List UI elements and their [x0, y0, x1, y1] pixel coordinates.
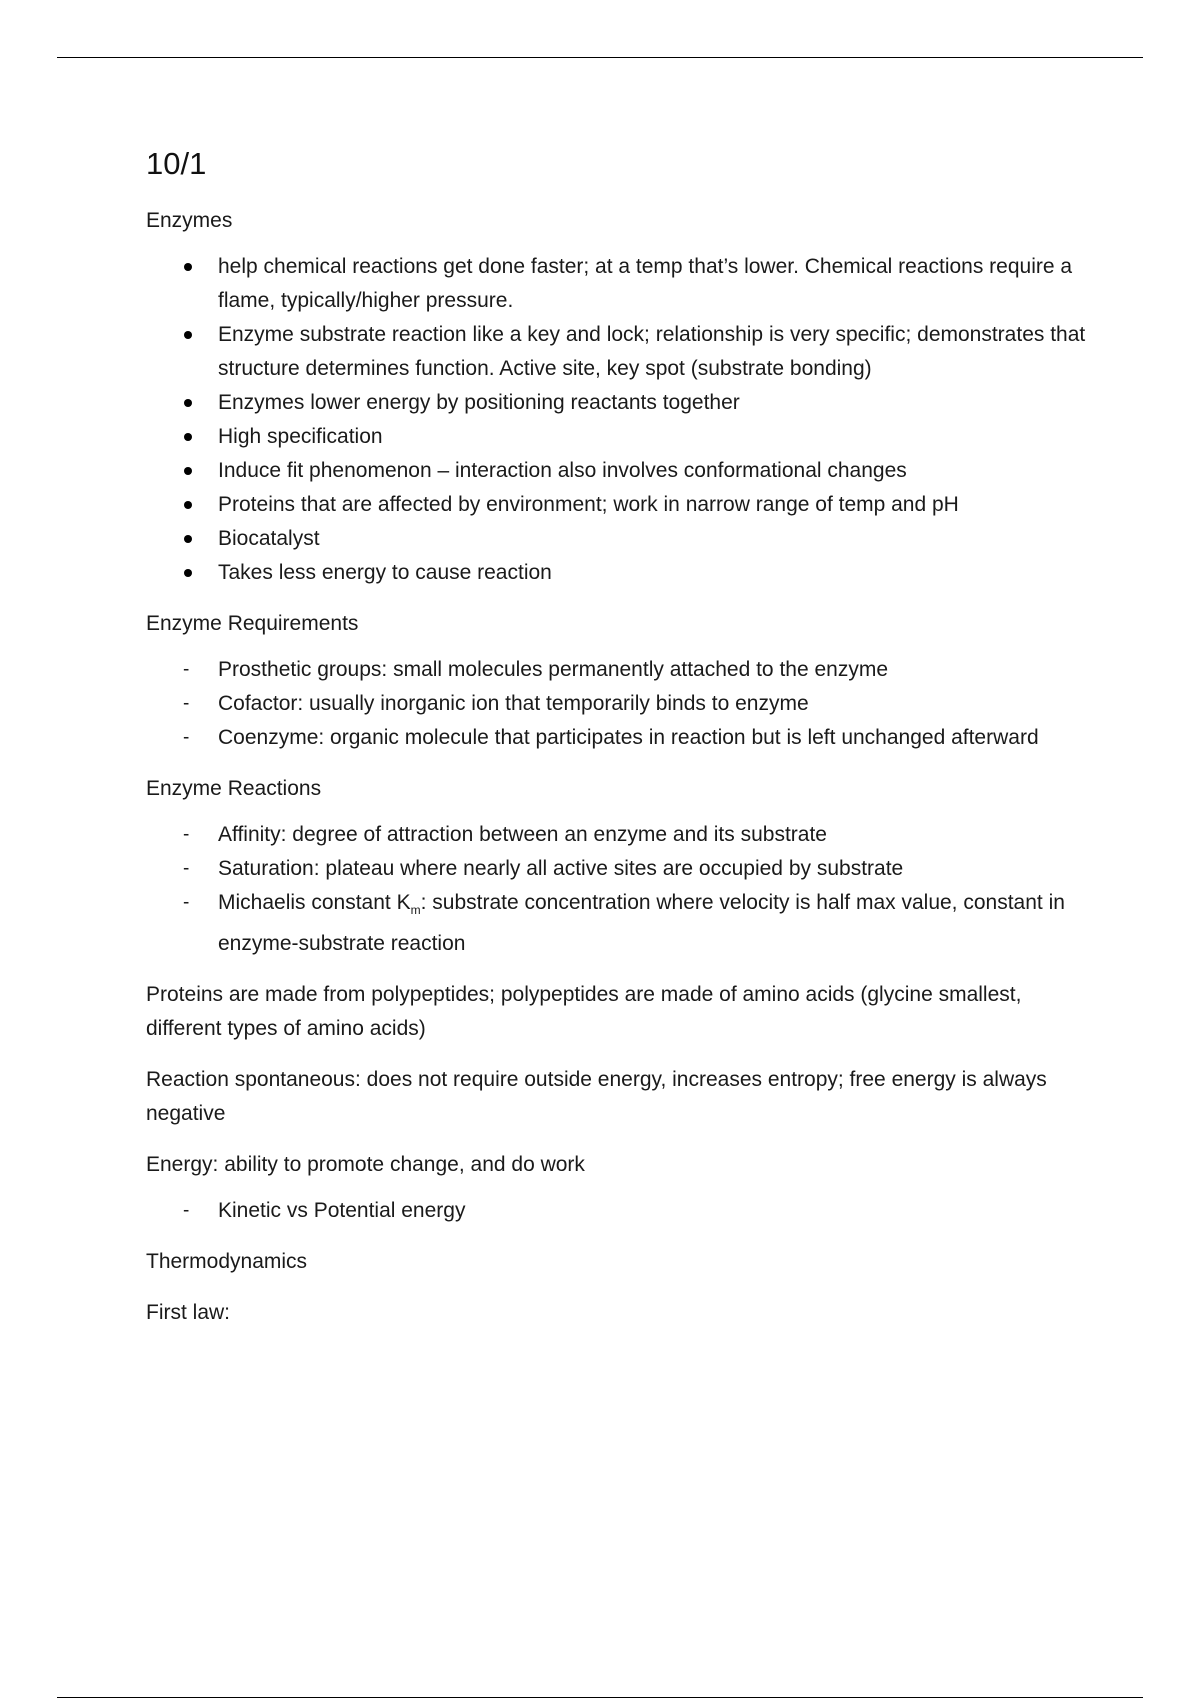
energy-dash-list [146, 1194, 1096, 1228]
list-item: Induce fit phenomenon – interaction also involves conformational changes [146, 454, 1096, 488]
reactions-heading: Enzyme Reactions [146, 777, 322, 801]
list-item: help chemical reactions get done faster; at a temp that’s lower. Chemical reactions require a flame, typically/higher pressure. [146, 250, 1096, 318]
list-item: - Affinity: degree of attraction between an enzyme and its substrate [146, 818, 1096, 852]
michaelis-constant-item [146, 886, 1096, 961]
list-item: - Coenzyme: organic molecule that participates in reaction but is left unchanged afterward [146, 721, 1096, 755]
requirements-dash-list [146, 653, 1096, 755]
page-content [146, 145, 1096, 1347]
list-item: Biocatalyst [146, 522, 1096, 556]
enzymes-heading: Enzymes [146, 209, 233, 233]
list-item: - Saturation: plateau where nearly all active sites are occupied by substrate [146, 852, 1096, 886]
list-item: Enzyme substrate reaction like a key and lock; relationship is very specific; demonstrates that structure determines function. Active site, key spot (substrate bonding) [146, 318, 1096, 386]
list-item: - Kinetic vs Potential energy [146, 1194, 1096, 1228]
bottom-rule [57, 1697, 1143, 1698]
michaelis-suffix: : substrate concentration where velocity is half max value, constant in enzyme-substrate reaction [218, 891, 1065, 956]
enzymes-bullet-list [146, 250, 1096, 590]
requirements-heading: Enzyme Requirements [146, 612, 359, 636]
list-item: High specification [146, 420, 1096, 454]
energy-line: Energy: ability to promote change, and do work [146, 1153, 585, 1177]
michaelis-prefix: Michaelis constant K [218, 891, 411, 915]
spontaneous-paragraph: Reaction spontaneous: does not require outside energy, increases entropy; free energy is always negative [146, 1068, 1047, 1126]
list-item: Takes less energy to cause reaction [146, 556, 1096, 590]
list-item: - Cofactor: usually inorganic ion that temporarily binds to enzyme [146, 687, 1096, 721]
proteins-paragraph: Proteins are made from polypeptides; polypeptides are made of amino acids (glycine smallest, different types of amino acids) [146, 983, 1022, 1041]
date-heading: 10/1 [146, 146, 207, 181]
reactions-dash-list [146, 818, 1096, 961]
top-rule [57, 57, 1143, 58]
list-item: - Prosthetic groups: small molecules permanently attached to the enzyme [146, 653, 1096, 687]
first-law-label: First law: [146, 1301, 230, 1325]
thermodynamics-heading: Thermodynamics [146, 1250, 308, 1274]
list-item: Enzymes lower energy by positioning reactants together [146, 386, 1096, 420]
michaelis-subscript: m [410, 903, 421, 918]
list-item: Proteins that are affected by environment; work in narrow range of temp and pH [146, 488, 1096, 522]
